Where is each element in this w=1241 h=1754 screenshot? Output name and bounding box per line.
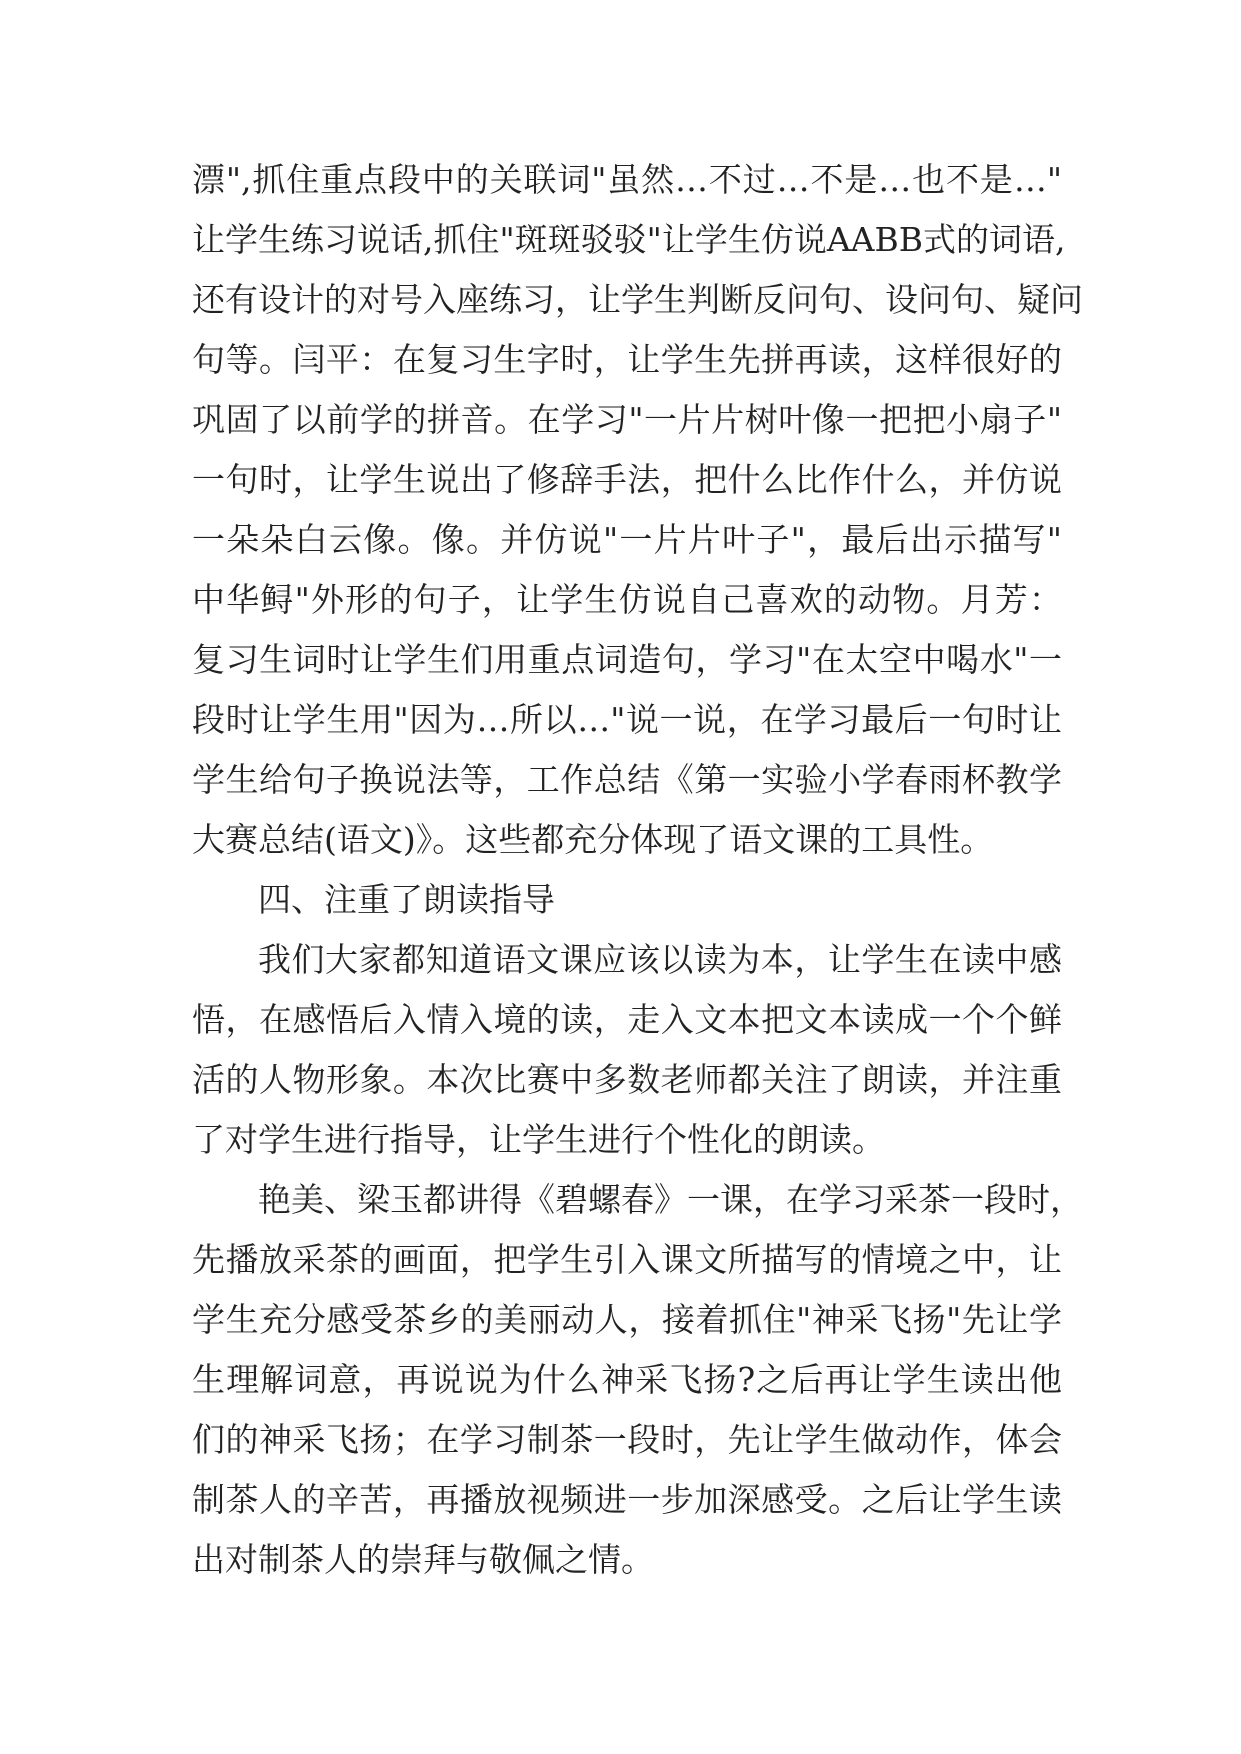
text-line: 大赛总结(语文)》。这些都充分体现了语文课的工具性。 <box>192 820 994 859</box>
text-line: 复习生词时让学生们用重点词造句，学习"在太空中喝水"一 <box>192 640 1062 679</box>
text-line: 学生充分感受茶乡的美丽动人，接着抓住"神采飞扬"先让学 <box>192 1300 1062 1339</box>
section-heading: 四、注重了朗读指导 <box>258 880 555 919</box>
text-line: 一句时，让学生说出了修辞手法，把什么比作什么，并仿说 <box>192 460 1062 499</box>
text-line: 出对制茶人的崇拜与敬佩之情。 <box>192 1540 654 1579</box>
text-line: 生理解词意，再说说为什么神采飞扬?之后再让学生读出他 <box>192 1360 1062 1399</box>
text-line: 中华鲟"外形的句子，让学生仿说自己喜欢的动物。月芳： <box>192 580 1062 619</box>
text-line: 漂",抓住重点段中的关联词"虽然…不过…不是…也不是…" <box>192 160 1062 199</box>
text-line: 还有设计的对号入座练习，让学生判断反问句、设问句、疑问 <box>192 280 1083 319</box>
text-line: 学生给句子换说法等，工作总结《第一实验小学春雨杯教学 <box>192 760 1062 799</box>
text-line: 艳美、梁玉都讲得《碧螺春》一课，在学习采茶一段时， <box>258 1180 1083 1219</box>
body-text <box>192 150 1083 1590</box>
text-line: 段时让学生用"因为…所以…"说一说，在学习最后一句时让 <box>192 700 1062 739</box>
text-line: 句等。闫平：在复习生字时，让学生先拼再读，这样很好的 <box>192 340 1062 379</box>
text-line: 活的人物形象。本次比赛中多数老师都关注了朗读，并注重 <box>192 1060 1062 1099</box>
text-line: 制茶人的辛苦，再播放视频进一步加深感受。之后让学生读 <box>192 1480 1062 1519</box>
text-line: 让学生练习说话,抓住"斑斑驳驳"让学生仿说AABB式的词语, <box>192 220 1066 259</box>
text-line: 巩固了以前学的拼音。在学习"一片片树叶像一把把小扇子" <box>192 400 1062 439</box>
text-line: 一朵朵白云像。像。并仿说"一片片叶子"，最后出示描写" <box>192 520 1062 559</box>
text-line: 了对学生进行指导，让学生进行个性化的朗读。 <box>192 1120 885 1159</box>
text-line: 悟，在感悟后入情入境的读，走入文本把文本读成一个个鲜 <box>192 1000 1062 1039</box>
text-line: 们的神采飞扬；在学习制茶一段时，先让学生做动作，体会 <box>192 1420 1062 1459</box>
text-line: 我们大家都知道语文课应该以读为本，让学生在读中感 <box>258 940 1062 979</box>
text-line: 先播放采茶的画面，把学生引入课文所描写的情境之中，让 <box>192 1240 1062 1279</box>
